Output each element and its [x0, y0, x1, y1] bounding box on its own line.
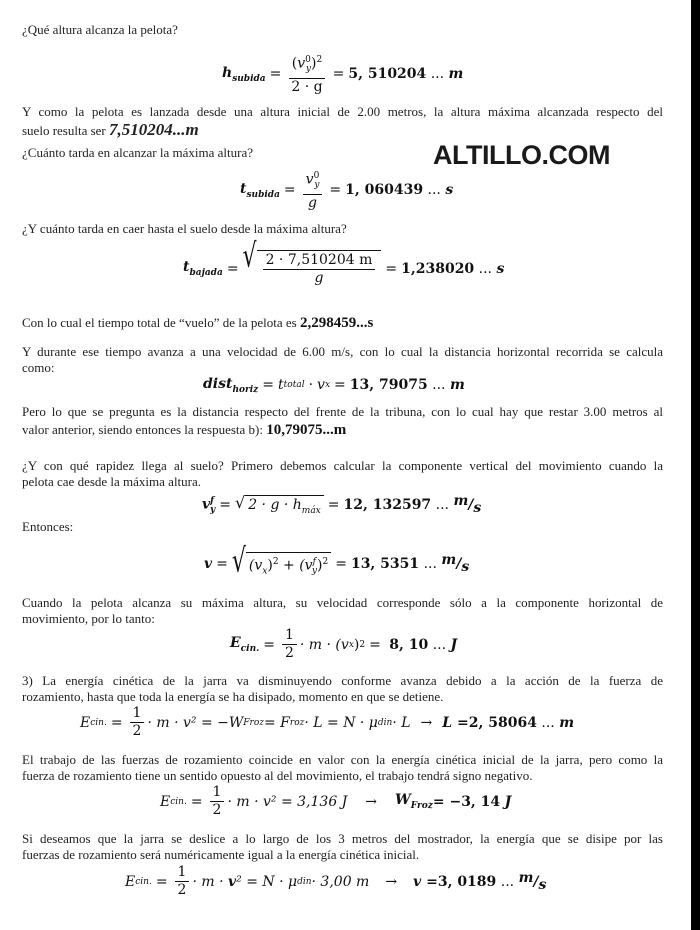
paragraph-line: Y durante ese tiempo avanza a una velocidad de 6.00 m/s, con lo cual la distancia horizontal recorrida se calcula	[22, 344, 663, 359]
unit: m	[518, 869, 534, 886]
unit: m	[449, 377, 465, 394]
eq-var: dist	[203, 376, 233, 392]
numerator: 2 · 7,510204 m	[263, 252, 376, 270]
paragraph-line: Cuando la pelota alcanza su máxima altura, su velocidad corresponde sólo a la componente horizontal de	[22, 595, 663, 610]
eq-var: v	[204, 556, 213, 573]
paragraph-line: Si deseamos que la jarra se deslice a lo largo de los 3 metros del mostrador, la energía que se disipe por las	[22, 831, 663, 846]
paren: )	[267, 557, 273, 574]
paragraph-line: rozamiento, hasta que toda la energía se ha disipado, momento en que se detiene.	[22, 689, 444, 704]
result: 1,238020	[401, 260, 475, 277]
eq-sub: cin.	[240, 643, 260, 654]
eq-sub: cin.	[90, 717, 107, 728]
equation-dist-horiz	[203, 376, 465, 395]
equation-velocity-3m	[125, 864, 546, 899]
highlight-value: 10,79075...m	[266, 422, 347, 438]
fraction	[282, 627, 297, 662]
dots: ...	[541, 714, 555, 731]
paragraph-line: pelota cae desde la máxima altura.	[22, 474, 202, 489]
term: · 3,00 m	[311, 873, 370, 890]
eq-var: v	[202, 496, 211, 513]
paren: )	[311, 55, 317, 72]
eq-var: v	[317, 377, 325, 394]
eq-sub: horiz	[232, 384, 259, 395]
eq-sub: Froz	[410, 800, 433, 811]
eq-sub: cin.	[170, 796, 187, 807]
eq-var: v	[305, 171, 314, 188]
slash: /	[533, 873, 539, 890]
result: = −3, 14	[432, 793, 501, 810]
eq-var: v =	[413, 873, 438, 890]
denominator: g	[308, 195, 318, 212]
eq-sign: =	[216, 556, 228, 573]
term: · m · v² = −W	[147, 714, 244, 731]
eq-var: t	[240, 180, 247, 197]
denominator: 2	[132, 723, 142, 739]
dots: ...	[432, 377, 446, 394]
arrow-icon: →	[385, 873, 398, 890]
equation-t-subida	[240, 168, 453, 212]
paragraph-line: El trabajo de las fuerzas de rozamiento coincide en valor con la energía cinética inicial de la jarra, pero como la	[22, 752, 663, 767]
eq-sign: =	[269, 66, 282, 83]
root-icon: √	[242, 237, 257, 276]
paren: )	[353, 636, 360, 653]
eq-sign: =	[110, 714, 123, 731]
equation-ecin-max-height	[230, 627, 457, 662]
arrow-icon: →	[420, 714, 433, 731]
root-icon: √	[231, 542, 246, 581]
eq-sup: 0	[305, 55, 311, 65]
unit: J	[504, 793, 512, 810]
eq-sign: =	[329, 182, 342, 199]
paragraph-line: Pero lo que se pregunta es la distancia respecto del frente de la tribuna, con lo cual hay que restar 3.00 metros al	[22, 404, 663, 419]
paragraph-line	[22, 315, 663, 331]
paragraph-line: Y como la pelota es lanzada desde una altura inicial de 2.00 metros, la altura máxima alcanzada respecto del	[22, 104, 663, 119]
unit: m	[559, 714, 575, 731]
equation-work-friction	[160, 784, 511, 819]
square-root	[231, 542, 331, 581]
eq-sub: x	[324, 380, 331, 391]
fraction	[210, 784, 225, 819]
eq-sign: =	[327, 497, 340, 514]
square-root	[235, 495, 324, 516]
denominator: 2	[284, 645, 294, 661]
term: · m ·	[192, 873, 224, 890]
paragraph-line: como:	[22, 360, 55, 375]
square-root	[242, 237, 382, 287]
paragraph-line	[22, 422, 663, 438]
plus: +	[278, 557, 300, 574]
result: 8, 10	[389, 636, 429, 653]
fraction	[303, 168, 323, 212]
slash: /	[468, 497, 474, 514]
eq-sub: x	[348, 639, 354, 650]
dots: ...	[435, 497, 449, 514]
eq-sub: roz	[289, 717, 305, 728]
equation-v-final	[204, 542, 470, 581]
unit: s	[538, 876, 547, 893]
unit: m	[453, 493, 469, 510]
result: 1, 060439	[345, 182, 424, 199]
eq-sign: =	[283, 182, 296, 199]
unit: s	[473, 500, 482, 517]
dots: ...	[427, 182, 441, 199]
eq-sup: f	[210, 495, 215, 506]
eq-var: L =	[442, 714, 469, 731]
result: 5, 510204	[348, 66, 427, 83]
highlight-value: 7,510204...m	[109, 120, 199, 139]
highlight-value: 2,298459...s	[299, 315, 374, 331]
eq-exp: 2	[322, 557, 329, 567]
text: suelo resulta ser	[22, 123, 106, 138]
question-time-down: ¿Y cuánto tarda en caer hasta el suelo desde la máxima altura?	[22, 221, 347, 236]
eq-var: W	[395, 792, 411, 809]
text: Con lo cual el tiempo total de “vuelo” de la pelota es	[22, 315, 297, 330]
unit: s	[461, 559, 470, 576]
equation-distance-L	[80, 705, 574, 740]
eq-sub: x	[262, 566, 268, 577]
result: 13, 79075	[349, 377, 428, 394]
dots: ...	[478, 260, 492, 277]
eq-exp: 2	[272, 557, 279, 567]
dots: ...	[430, 66, 445, 83]
paragraph-line: movimiento, por lo tanto:	[22, 611, 155, 626]
eq-var: t	[183, 259, 190, 276]
dots: ...	[423, 556, 437, 573]
eq-sign: =	[332, 66, 345, 83]
eq-sup: 0	[313, 171, 320, 181]
eq-sub: y	[311, 566, 318, 577]
equation-h-subida	[222, 52, 463, 96]
eq-exp: 2	[359, 639, 366, 650]
eq-var: E	[125, 873, 136, 890]
eq-var: E	[160, 793, 171, 810]
eq-sign: =	[369, 636, 381, 653]
eq-sub: y	[314, 180, 320, 191]
text: valor anterior, siendo entonces la respuesta b):	[22, 422, 263, 437]
unit: J	[450, 636, 458, 653]
eq-sub: Froz	[243, 717, 264, 728]
denominator: 2 · g	[291, 79, 323, 96]
eq-sub: subida	[232, 73, 266, 84]
eq-var: h	[222, 64, 233, 81]
dots: ...	[432, 636, 447, 653]
paragraph-line: fuerza de rozamiento tiene un sentido opuesto al del movimiento, el trabajo tendrá signo negativo.	[22, 768, 533, 783]
eq-sign: =	[334, 377, 346, 394]
numerator: 1	[210, 784, 225, 802]
eq-sign: =	[155, 873, 168, 890]
term: · L	[392, 714, 411, 731]
term: · m · v² = 3,136 J	[227, 793, 348, 810]
unit: s	[496, 260, 505, 277]
eq-sub: subida	[246, 189, 280, 200]
term: ² = N · μ	[236, 873, 298, 890]
eq-sub: y	[210, 505, 216, 516]
eq-sign: =	[219, 497, 231, 514]
denominator: g	[314, 270, 324, 286]
term: (v	[299, 557, 313, 574]
paragraph-line: Entonces:	[22, 519, 74, 534]
eq-sign: =	[385, 260, 398, 277]
eq-sub: cin.	[135, 876, 152, 887]
paragraph-line	[22, 122, 663, 139]
paragraph-line: fuerzas de rozamiento será numéricamente igual a la energía cinética inicial.	[22, 847, 420, 862]
slash: /	[456, 556, 462, 573]
eq-var: v	[228, 873, 237, 890]
term: · L = N · μ	[304, 714, 378, 731]
eq-sub: din	[377, 717, 393, 728]
edge-bar	[691, 0, 700, 930]
eq-var: t	[278, 377, 284, 394]
eq-sub: máx	[301, 505, 321, 516]
numerator: 1	[282, 627, 297, 645]
eq-sign: =	[335, 556, 347, 573]
paren: (	[291, 55, 298, 72]
eq-sign: =	[190, 793, 203, 810]
result: 3, 0189	[437, 873, 497, 890]
numerator: 1	[175, 864, 190, 882]
unit: m	[448, 66, 464, 83]
question-time-up: ¿Cuánto tarda en alcanzar la máxima altura?	[22, 145, 253, 160]
eq-var: v	[297, 55, 306, 72]
result: 13, 5351	[350, 556, 420, 573]
fraction	[130, 705, 145, 740]
radicand: 2 · g · h	[248, 497, 302, 513]
eq-sub: bajada	[189, 267, 223, 278]
fraction	[288, 52, 325, 96]
denominator: 2	[212, 802, 222, 818]
dot: ·	[308, 377, 314, 394]
term: = F	[264, 714, 290, 731]
question-height: ¿Qué altura alcanza la pelota?	[22, 22, 178, 37]
eq-sup: f	[312, 557, 316, 567]
eq-var: E	[80, 714, 91, 731]
unit: m	[441, 552, 457, 569]
eq-sign: =	[262, 377, 275, 394]
arrow-icon: →	[365, 793, 378, 810]
equation-vy-final	[202, 495, 481, 516]
term: · m · (v	[299, 636, 349, 653]
root-icon: √	[234, 493, 246, 512]
dots: ...	[500, 873, 515, 890]
paragraph-line: 3) La energía cinética de la jarra va disminuyendo conforme avanza debido a la acción de la fuerza de	[22, 673, 663, 688]
eq-sign: =	[263, 636, 275, 653]
result: 12, 132597	[343, 497, 432, 514]
denominator: 2	[177, 882, 187, 898]
numerator: 1	[130, 705, 145, 723]
fraction	[175, 864, 190, 899]
unit: s	[445, 182, 454, 199]
watermark: ALTILLO.COM	[433, 140, 610, 170]
term: (v	[248, 557, 263, 574]
paren: )	[317, 557, 323, 574]
eq-sub: total	[283, 380, 305, 391]
equation-t-bajada	[183, 237, 505, 287]
paragraph-line: ¿Y con qué rapidez llega al suelo? Primero debemos calcular la componente vertical del movimiento cuando la	[22, 458, 663, 473]
eq-var: E	[230, 635, 241, 652]
eq-sign: =	[226, 260, 239, 277]
result: 2, 58064	[468, 714, 537, 731]
eq-exp: 2	[316, 55, 323, 65]
eq-sub: y	[305, 64, 311, 75]
eq-sub: din	[297, 876, 312, 887]
